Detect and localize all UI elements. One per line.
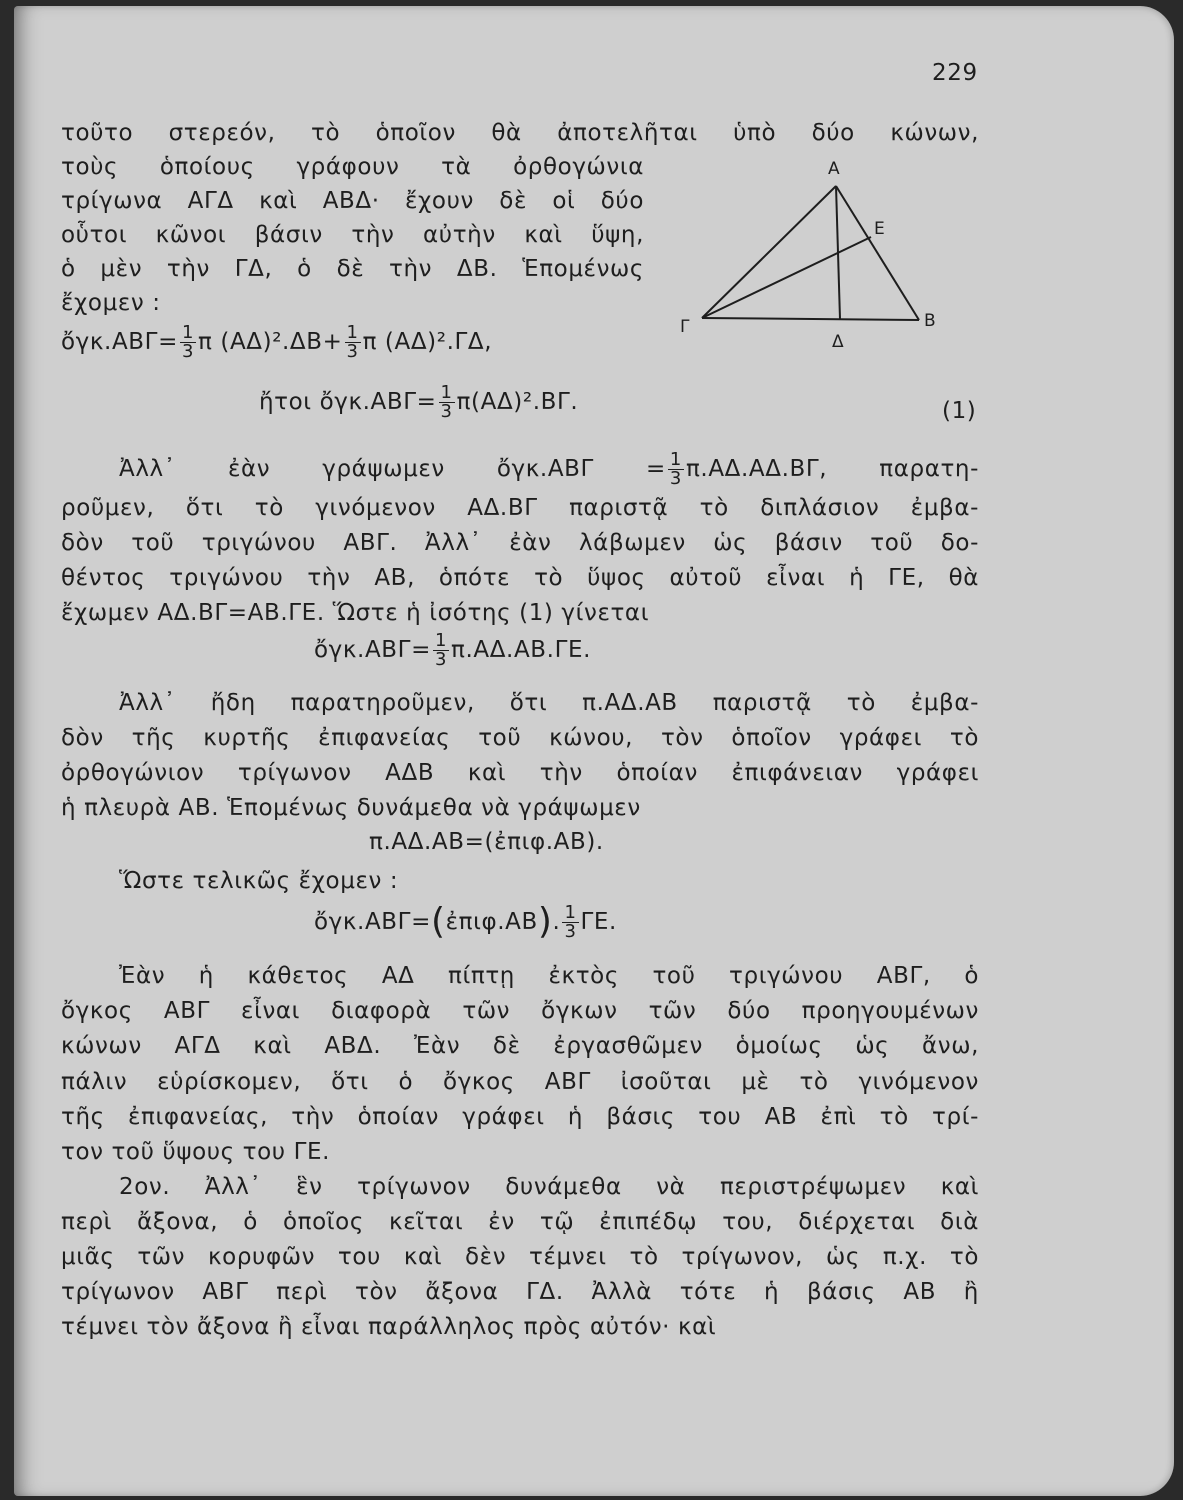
formula-text: ὄγκ.ΑΒΓ= [61, 329, 178, 355]
fraction: $\frac{1}{3}$ [564, 902, 577, 942]
text-line: τον τοῦ ὕψους του ΓΕ. [61, 1139, 331, 1165]
formula-text: ὄγκ.ΑΒΓ= [314, 909, 431, 935]
formula-line [314, 632, 591, 669]
text-line: δὸν τῆς κυρτῆς ἐπιφανείας τοῦ κώνου, τὸν ὁποῖον γράφει τὸ [61, 725, 979, 751]
text-line: Ἀλλ᾿ ἤδη παρατηροῦμεν, ὅτι π.ΑΔ.ΑΒ παριστᾷ τὸ ἐμβα- [119, 690, 979, 716]
label-D: Δ [832, 332, 844, 352]
formula-text: π(ΑΔ)².ΒΓ. [456, 389, 579, 415]
formula-text: ΓΕ. [580, 909, 617, 935]
text-line: δὸν τοῦ τριγώνου ΑΒΓ. Ἀλλ᾿ ἐὰν λάβωμεν ὡς βάσιν τοῦ δο- [61, 530, 979, 556]
formula-text: π.ΑΔ.ΑΒ.ΓΕ. [451, 637, 592, 663]
formula-text: π (ΑΔ)².ΓΔ, [362, 329, 493, 355]
formula-text: ἐπιφ.ΑΒ [445, 909, 538, 935]
label-E: E [874, 219, 885, 239]
paren: ) [537, 901, 553, 942]
text-line: τρίγωνον ΑΒΓ περὶ τὸν ἄξονα ΓΔ. Ἀλλὰ τότε ἡ βάσις ΑΒ ἢ [61, 1279, 979, 1305]
side-AG [702, 186, 836, 318]
formula-line [61, 324, 492, 361]
label-A: A [828, 159, 840, 179]
text-line: οὗτοι κῶνοι βάσιν τὴν αὐτὴν καὶ ὕψη, [61, 222, 644, 248]
text-line: θέντος τριγώνου τὴν ΑΒ, ὁπότε τὸ ὕψος αὐτοῦ εἶναι ἡ ΓΕ, θὰ [61, 565, 979, 591]
text-line: 2ον. Ἀλλ᾿ ἓν τρίγωνον δυνάμεθα νὰ περιστρέψωμεν καὶ [119, 1174, 979, 1200]
fraction: $\frac{1}{3}$ [669, 449, 682, 489]
formula-text: ὄγκ.ΑΒΓ= [314, 637, 431, 663]
formula-text: . [552, 909, 561, 935]
fraction: $\frac{1}{3}$ [181, 322, 195, 362]
formula-text: π.ΑΔ.ΑΔ.ΒΓ, παρατη- [685, 456, 979, 482]
book-page [14, 6, 1174, 1496]
side-AB [836, 186, 919, 320]
formula-text: π (ΑΔ)².ΔΒ+ [198, 329, 343, 355]
text-line: πάλιν εὑρίσκομεν, ὅτι ὁ ὄγκος ΑΒΓ ἰσοῦται μὲ τὸ γινόμενον [61, 1069, 979, 1095]
formula-text: Ἀλλ᾿ ἐὰν γράψωμεν ὄγκ.ΑΒΓ = [119, 456, 666, 482]
text-line: ἔχωμεν ΑΔ.ΒΓ=ΑΒ.ΓΕ. Ὥστε ἡ ἰσότης (1) γίνεται [61, 600, 650, 626]
text-line: τέμνει τὸν ἄξονα ἢ εἶναι παράλληλος πρὸς αὐτόν· καὶ [61, 1314, 717, 1340]
text-line: τῆς ἐπιφανείας, τὴν ὁποίαν γράφει ἡ βάσις του ΑΒ ἐπὶ τὸ τρί- [61, 1104, 979, 1130]
text-line: π.ΑΔ.ΑΒ=(ἐπιφ.ΑΒ). [369, 829, 604, 855]
formula-line [314, 901, 617, 942]
triangle-figure [674, 154, 964, 354]
fraction: $\frac{1}{3}$ [440, 382, 453, 422]
fraction: $\frac{1}{3}$ [434, 630, 448, 670]
text-line: τοῦτο στερεόν, τὸ ὁποῖον θὰ ἀποτελῆται ὑπὸ δύο κώνων, [61, 120, 979, 146]
text-line: ὁ μὲν τὴν ΓΔ, ὁ δὲ τὴν ΔΒ. Ἑπομένως [61, 256, 644, 282]
text-line: ὄγκος ΑΒΓ εἶναι διαφορὰ τῶν ὄγκων τῶν δύο προηγουμένων [61, 998, 979, 1024]
formula-line [259, 384, 578, 421]
text-line: τοὺς ὁποίους γράφουν τὰ ὀρθογώνια [61, 154, 644, 180]
page-number: 229 [932, 60, 978, 86]
text-line: ὀρθογώνιον τρίγωνον ΑΔΒ καὶ τὴν ὁποίαν ἐπιφάνειαν γράφει [61, 760, 979, 786]
text-line: μιᾶς τῶν κορυφῶν του καὶ δὲν τέμνει τὸ τρίγωνον, ὡς π.χ. τὸ [61, 1244, 979, 1270]
text-line: κώνων ΑΓΔ καὶ ΑΒΔ. Ἐὰν δὲ ἐργασθῶμεν ὁμοίως ὡς ἄνω, [61, 1033, 979, 1059]
altitude-GE [702, 237, 871, 318]
text-line: ἔχομεν : [61, 290, 161, 316]
text-line: ροῦμεν, ὅτι τὸ γινόμενον ΑΔ.ΒΓ παριστᾷ τὸ διπλάσιον ἐμβα- [61, 495, 979, 521]
label-G: Γ [680, 317, 690, 337]
text-line: Ὥστε τελικῶς ἔχομεν : [119, 868, 399, 894]
text-line: περὶ ἄξονα, ὁ ὁποῖος κεῖται ἐν τῷ ἐπιπέδῳ του, διέρχεται διὰ [61, 1209, 979, 1235]
side-GB [702, 318, 919, 320]
text-line: τρίγωνα ΑΓΔ καὶ ΑΒΔ· ἔχουν δὲ οἱ δύο [61, 188, 644, 214]
fraction: $\frac{1}{3}$ [346, 322, 359, 362]
text-line: Ἐὰν ἡ κάθετος ΑΔ πίπτῃ ἐκτὸς τοῦ τριγώνου ΑΒΓ, ὁ [119, 963, 979, 989]
equation-number: (1) [942, 398, 977, 424]
text-line: ἡ πλευρὰ ΑΒ. Ἑπομένως δυνάμεθα νὰ γράψωμεν [61, 795, 641, 821]
paren: ( [430, 901, 446, 942]
formula-line [119, 451, 979, 488]
label-B: B [924, 311, 936, 331]
formula-text: ἤτοι ὄγκ.ΑΒΓ= [259, 389, 437, 415]
